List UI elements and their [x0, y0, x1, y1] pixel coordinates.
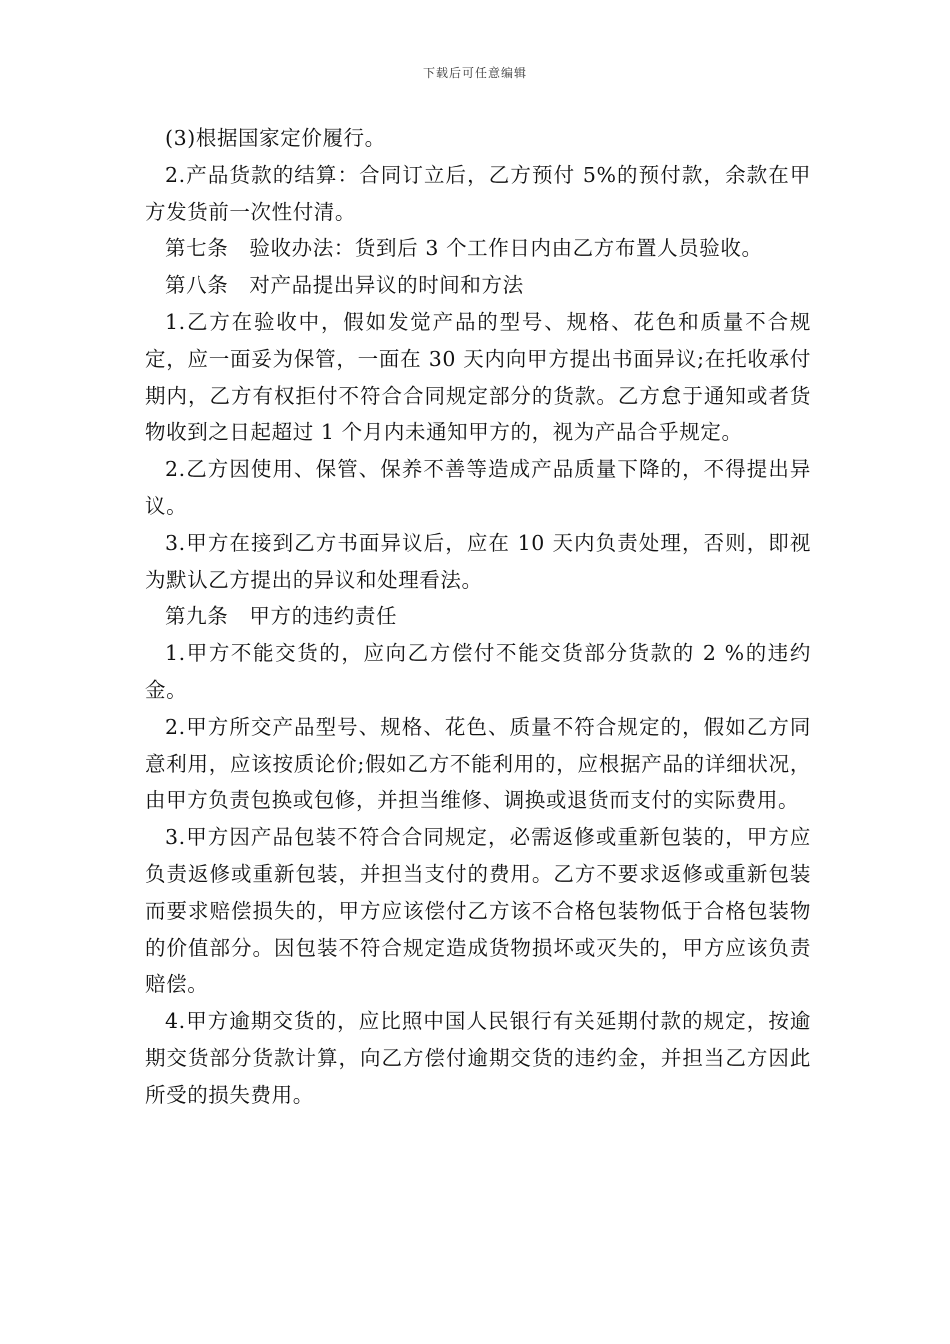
paragraph-article-8-heading: 第八条 对产品提出异议的时间和方法 — [165, 273, 524, 298]
paragraph-article-9-item-4: 4.甲方逾期交货的，应比照中国人民银行有关延期付款的规定，按逾期交货部分货款计算，向乙方偿付逾期交货的违约金，并担当乙方因此所受的损失费用。 — [145, 1009, 811, 1107]
paragraph-article-8-item-1: 1.乙方在验收中，假如发觉产品的型号、规格、花色和质量不合规定，应一面妥为保管，一面在 30 天内向甲方提出书面异议;在托收承付期内，乙方有权拒付不符合合同规定部分的货款。乙方怠于通知或者货物收到之日起超过 1 个月内未通知甲方的，视为产品合乎规定。 — [145, 309, 811, 445]
paragraph-payment-settlement: 2.产品货款的结算：合同订立后，乙方预付 5%的预付款，余款在甲方发货前一次性付清。 — [145, 162, 811, 224]
paragraph-article-9-item-2: 2.甲方所交产品型号、规格、花色、质量不符合规定的，假如乙方同意利用，应该按质论价;假如乙方不能利用的，应根据产品的详细状况，由甲方负责包换或包修，并担当维修、调换或退货而支付的实际费用。 — [145, 714, 811, 813]
paragraph-article-9-item-1: 1.甲方不能交货的，应向乙方偿付不能交货部分货款的 2 %的违约金。 — [145, 641, 811, 702]
paragraph-article-8-item-3: 3.甲方在接到乙方书面异议后，应在 10 天内负责处理，否则，即视为默认乙方提出的异议和处理看法。 — [145, 530, 811, 592]
paragraph-pricing-clause-3: (3)根据国家定价履行。 — [165, 126, 386, 150]
document-body — [145, 120, 811, 1114]
paragraph-article-7: 第七条 验收办法：货到后 3 个工作日内由乙方布置人员验收。 — [165, 236, 763, 261]
paragraph-article-9-item-3: 3.甲方因产品包装不符合合同规定，必需返修或重新包装的，甲方应负责返修或重新包装，并担当支付的费用。乙方不要求返修或重新包装而要求赔偿损失的，甲方应该偿付乙方该不合格包装物低于合格包装物的价值部分。因包装不符合规定造成货物损坏或灭失的，甲方应该负责赔偿。 — [145, 825, 811, 997]
page-header: 下载后可任意编辑 — [422, 66, 527, 80]
paragraph-article-8-item-2: 2.乙方因使用、保管、保养不善等造成产品质量下降的，不得提出异议。 — [145, 457, 811, 518]
paragraph-article-9-heading: 第九条 甲方的违约责任 — [165, 604, 398, 629]
